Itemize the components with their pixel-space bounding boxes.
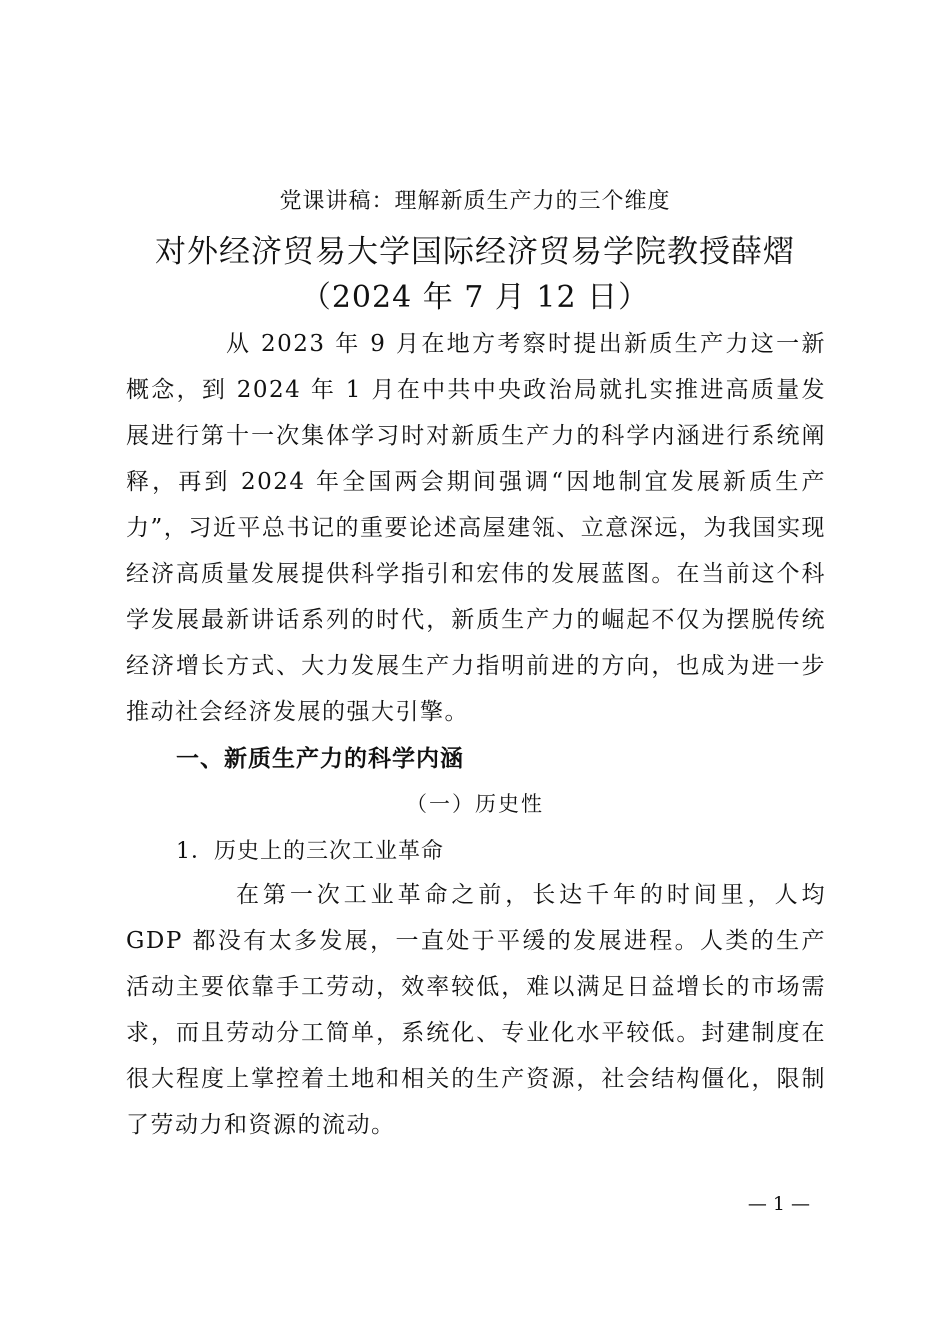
document-title: 对外经济贸易大学国际经济贸易学院教授薛熠 [155,234,795,270]
document-date: （2024 年 7 月 12 日） [300,280,650,315]
document-subtitle: 党课讲稿：理解新质生产力的三个维度 [279,189,671,214]
page-number: — 1 — [747,1193,810,1215]
section-heading: 一、新质生产力的科学内涵 [176,746,464,772]
subsection-heading: （一）历史性 [406,792,544,816]
intro-paragraph: 从 2023 年 9 月在地方考察时提出新质生产力这一新概念，到 2024 年 1 月在中共中央政治局就扎实推进高质量发展进行第十一次集体学习时对新质生产力的科学内涵进行系统阐释，再到 2024 年全国两会期间强调“因地制宜发展新质生产力”，习近平总书记的重要论述高屋建瓴、立意深远，为我国实现经济高质量发展提供科学指引和宏伟的发展蓝图。在当前这个科学发展最新讲话系列的时代，新质生产力的崛起不仅为摆脱传统经济增长方式、大力发展生产力指明前进的方向，也成为进一步推动社会经济发展的强大引擎。 [126,331,826,725]
sub-subsection-heading: 1．历史上的三次工业革命 [176,839,444,864]
body-paragraph: 在第一次工业革命之前，长达千年的时间里，人均 GDP 都没有太多发展，一直处于平缓的发展进程。人类的生产活动主要依靠手工劳动，效率较低，难以满足日益增长的市场需求，而且劳动分工简单，系统化、专业化水平较低。封建制度在很大程度上掌控着土地和相关的生产资源，社会结构僵化，限制了劳动力和资源的流动。 [126,882,826,1138]
